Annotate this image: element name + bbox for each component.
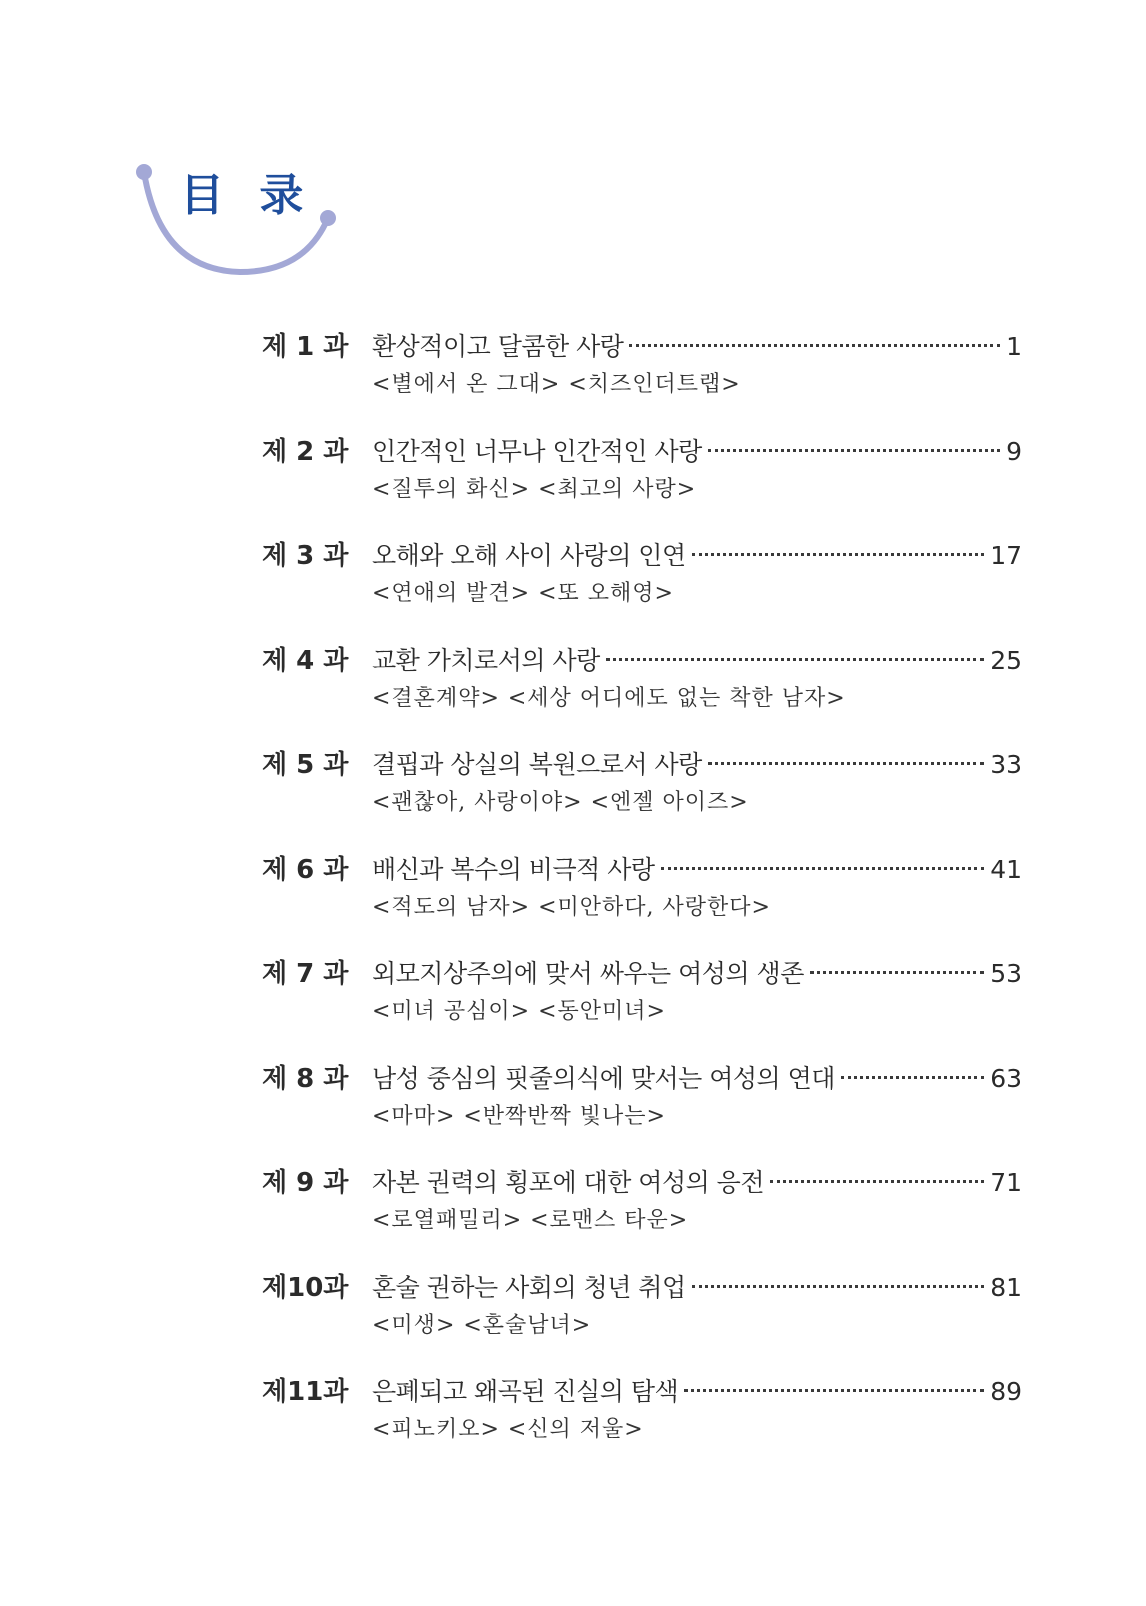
lesson-label: 제 8 과: [262, 1063, 349, 1094]
lesson-title: 혼술 권하는 사회의 청년 취업: [372, 1272, 686, 1302]
lesson-label: 제 1 과: [262, 332, 349, 362]
page-number: 33: [990, 750, 1022, 779]
toc-entry[interactable]: [262, 1166, 1022, 1271]
lesson-title: 결핍과 상실의 복원으로서 사랑: [372, 750, 702, 779]
toc-entry[interactable]: [262, 1062, 1022, 1167]
toc-title-line: [372, 539, 1022, 573]
page-number: 89: [990, 1377, 1022, 1406]
drama-works: <적도의 남자> <미안하다, 사랑한다>: [372, 894, 771, 920]
drama-works: <마마> <반짝반짝 빛나는>: [372, 1103, 666, 1129]
drama-works: <연애의 발견> <또 오해영>: [372, 581, 674, 606]
lesson-title: 배신과 복수의 비극적 사랑: [372, 854, 655, 884]
toc-entry[interactable]: [262, 853, 1022, 958]
toc-title-line: [372, 1166, 1022, 1200]
page-number: 1: [1006, 332, 1022, 361]
drama-works: <괜찮아, 사랑이야> <엔젤 아이즈>: [372, 790, 749, 815]
lesson-label: 제 7 과: [262, 959, 349, 989]
toc-title-line: [372, 435, 1022, 469]
lesson-title: 환상적이고 달콤한 사랑: [372, 332, 624, 361]
toc-title-line: [372, 1375, 1022, 1409]
dot-leader: [661, 867, 985, 870]
toc-title-line: [372, 330, 1022, 364]
lesson-label: 제 6 과: [262, 854, 349, 885]
page-number: 71: [990, 1168, 1022, 1197]
toc-entry[interactable]: [262, 539, 1022, 644]
dot-leader: [606, 658, 984, 661]
toc-title-line: [372, 748, 1022, 782]
page-number: 41: [990, 854, 1022, 884]
toc-entry[interactable]: [262, 330, 1022, 435]
lesson-label: 제11과: [262, 1377, 349, 1407]
toc-entry[interactable]: [262, 1271, 1022, 1376]
drama-works: <피노키오> <신의 저울>: [372, 1417, 644, 1442]
lesson-title: 외모지상주의에 맞서 싸우는 여성의 생존: [372, 959, 804, 988]
drama-works: <미녀 공심이> <동안미녀>: [372, 999, 666, 1024]
toc-entry[interactable]: [262, 957, 1022, 1062]
lesson-label: 제 9 과: [262, 1168, 349, 1198]
toc-title-line: [372, 1062, 1022, 1096]
dot-leader: [708, 449, 1000, 452]
dot-leader: [692, 553, 985, 556]
lesson-title: 오해와 오해 사이 사랑의 인연: [372, 541, 686, 570]
toc-title-line: [372, 957, 1022, 991]
drama-works: <별에서 온 그대> <치즈인더트랩>: [372, 372, 741, 397]
page-number: 53: [990, 959, 1022, 988]
drama-works: <미생> <혼술남녀>: [372, 1312, 592, 1338]
page-number: 81: [990, 1272, 1022, 1302]
drama-works: <로열패밀리> <로맨스 타운>: [372, 1208, 689, 1233]
lesson-title: 인간적인 너무나 인간적인 사랑: [372, 436, 702, 466]
lesson-label: 제 3 과: [262, 541, 349, 571]
toc-entry[interactable]: [262, 748, 1022, 853]
lesson-label: 제 4 과: [262, 645, 349, 676]
dot-leader: [629, 344, 1000, 347]
page-number: 25: [990, 645, 1022, 675]
lesson-title: 자본 권력의 횡포에 대한 여성의 응전: [372, 1168, 764, 1197]
lesson-title: 교환 가치로서의 사랑: [372, 645, 600, 675]
dot-leader: [810, 971, 984, 974]
toc-title-line: [372, 853, 1022, 887]
page-number: 63: [990, 1063, 1022, 1093]
lesson-label: 제 5 과: [262, 750, 349, 780]
drama-works: <질투의 화신> <최고의 사랑>: [372, 476, 697, 502]
table-of-contents: [262, 330, 1022, 1480]
dot-leader: [684, 1389, 984, 1392]
toc-title-line: [372, 644, 1022, 678]
drama-works: <결혼계약> <세상 어디에도 없는 착한 남자>: [372, 685, 846, 711]
dot-leader: [708, 762, 984, 765]
toc-entry[interactable]: [262, 1375, 1022, 1480]
lesson-label: 제10과: [262, 1272, 349, 1303]
page-title: 目 录: [180, 170, 314, 221]
lesson-label: 제 2 과: [262, 436, 349, 467]
toc-entry[interactable]: [262, 644, 1022, 749]
toc-title-line: [372, 1271, 1022, 1305]
dot-leader: [692, 1285, 985, 1288]
toc-entry[interactable]: [262, 435, 1022, 540]
page-number: 17: [990, 541, 1022, 570]
dot-leader: [770, 1180, 984, 1183]
lesson-title: 남성 중심의 핏줄의식에 맞서는 여성의 연대: [372, 1063, 835, 1093]
dot-leader: [841, 1076, 984, 1079]
page-number: 9: [1006, 436, 1022, 466]
lesson-title: 은폐되고 왜곡된 진실의 탐색: [372, 1377, 679, 1406]
